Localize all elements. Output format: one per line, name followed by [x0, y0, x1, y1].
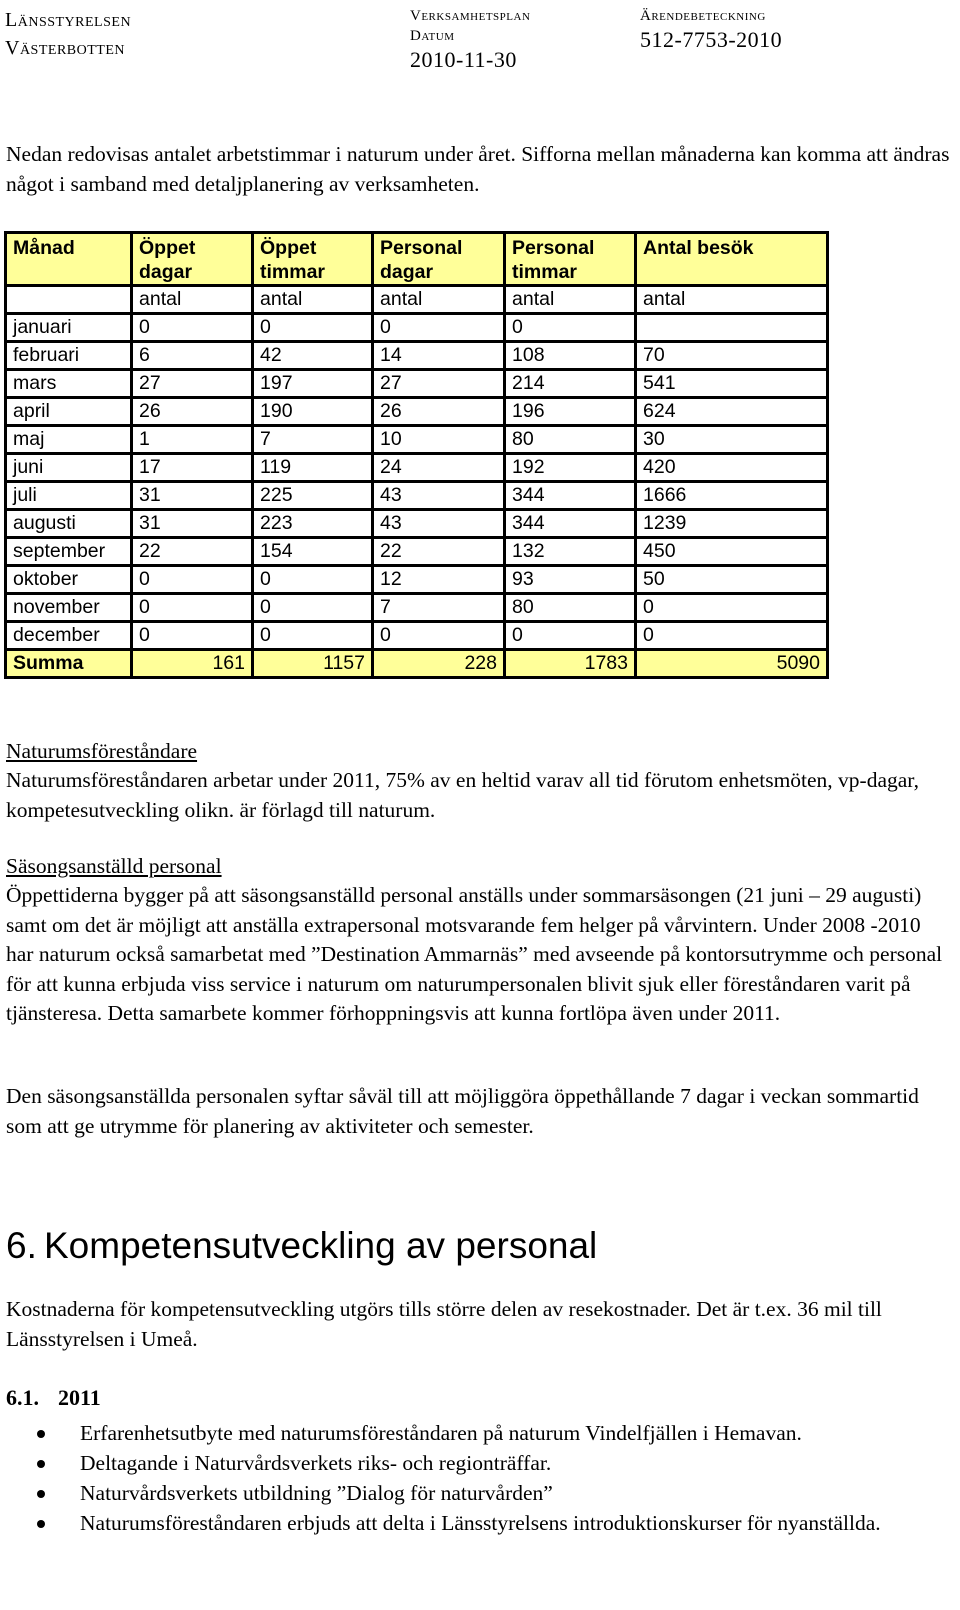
value-cell: 17 — [132, 454, 253, 482]
list-item — [0, 1448, 940, 1478]
ref-label: Ärendebeteckning — [640, 8, 766, 24]
value-cell: 1 — [132, 426, 253, 454]
org-line-2: Västerbotten — [5, 37, 125, 59]
sum-value: 1157 — [253, 650, 373, 678]
month-cell: juli — [6, 482, 132, 510]
subsection-title: 2011 — [58, 1385, 101, 1410]
value-cell: 10 — [373, 426, 505, 454]
value-cell: 0 — [636, 594, 828, 622]
value-cell: 196 — [505, 398, 636, 426]
date-value: 2010-11-30 — [410, 47, 517, 72]
units-row — [6, 286, 828, 314]
value-cell: 0 — [253, 314, 373, 342]
unit-cell: antal — [636, 286, 828, 314]
value-cell: 0 — [505, 622, 636, 650]
value-cell: 197 — [253, 370, 373, 398]
table-row — [6, 566, 828, 594]
month-cell: mars — [6, 370, 132, 398]
intro-paragraph: Nedan redovisas antalet arbetstimmar i naturum under året. Sifforna mellan månaderna kan komma att ändras något i samband med detaljplanering av verksamheten. — [6, 142, 950, 196]
org-line-1: Länsstyrelsen — [5, 9, 132, 31]
value-cell: 1239 — [636, 510, 828, 538]
header-open-hours: Öppet timmar — [253, 233, 373, 286]
value-cell: 132 — [505, 538, 636, 566]
table-row — [6, 594, 828, 622]
value-cell: 214 — [505, 370, 636, 398]
sum-value: 5090 — [636, 650, 828, 678]
plan-label: Verksamhetsplan — [410, 8, 531, 24]
list-item — [0, 1478, 940, 1508]
sum-value: 161 — [132, 650, 253, 678]
value-cell: 31 — [132, 510, 253, 538]
month-cell: maj — [6, 426, 132, 454]
value-cell: 225 — [253, 482, 373, 510]
list-item-text: Naturumsföreståndaren erbjuds att delta i Länsstyrelsens introduktionskurser för nyanställda. — [80, 1511, 881, 1535]
list-item — [0, 1508, 940, 1538]
list-item-text: Naturvårdsverkets utbildning ”Dialog för naturvården” — [80, 1481, 553, 1505]
table-row — [6, 538, 828, 566]
value-cell: 24 — [373, 454, 505, 482]
value-cell: 6 — [132, 342, 253, 370]
unit-cell: antal — [132, 286, 253, 314]
sum-row — [6, 650, 828, 678]
ref-value: 512-7753-2010 — [640, 27, 783, 52]
sum-value: 1783 — [505, 650, 636, 678]
value-cell: 154 — [253, 538, 373, 566]
value-cell: 27 — [373, 370, 505, 398]
unit-cell: antal — [505, 286, 636, 314]
unit-cell: antal — [253, 286, 373, 314]
table-row — [6, 454, 828, 482]
list-item-text: Deltagande i Naturvårdsverkets riks- och regionträffar. — [80, 1451, 552, 1475]
value-cell: 192 — [505, 454, 636, 482]
bullet-list — [0, 1418, 940, 1538]
value-cell: 0 — [253, 622, 373, 650]
sum-label: Summa — [6, 650, 132, 678]
value-cell: 14 — [373, 342, 505, 370]
sum-value: 228 — [373, 650, 505, 678]
list-item — [0, 1418, 940, 1448]
bullet-icon — [37, 1490, 45, 1498]
bullet-icon — [37, 1460, 45, 1468]
value-cell: 0 — [373, 622, 505, 650]
value-cell: 27 — [132, 370, 253, 398]
value-cell: 541 — [636, 370, 828, 398]
value-cell: 344 — [505, 482, 636, 510]
value-cell: 80 — [505, 426, 636, 454]
value-cell: 0 — [253, 566, 373, 594]
value-cell: 26 — [373, 398, 505, 426]
value-cell: 80 — [505, 594, 636, 622]
organization-name — [5, 6, 131, 62]
value-cell: 624 — [636, 398, 828, 426]
month-cell: oktober — [6, 566, 132, 594]
header-staff-hours: Personal timmar — [505, 233, 636, 286]
value-cell: 0 — [132, 314, 253, 342]
seasonal-text: Öppettiderna bygger på att säsongsanställd personal anställs under sommarsäsongen (21 juni – 29 augusti) samt om det är möjligt att anställa extrapersonal motsvarande fem helger på vårvintern. Under 2008 -2010 har naturum också samarbetat med ”Destination Ammarnäs” med avseende på kontorsutrymme och personal för att kunna erbjuda viss service i naturum om naturumpersonalen blivit sjuk eller föreståndaren varit på tjänsteresa. Detta samarbete kommer förhoppningsvis att kunna fortlöpa även under 2011. — [6, 883, 943, 1025]
value-cell: 7 — [373, 594, 505, 622]
subsection-heading — [6, 1384, 101, 1412]
seasonal-heading: Säsongsanställd personal — [6, 854, 222, 878]
value-cell: 344 — [505, 510, 636, 538]
value-cell: 30 — [636, 426, 828, 454]
hours-table — [4, 231, 829, 679]
value-cell: 12 — [373, 566, 505, 594]
subsection-number: 6.1. — [6, 1385, 39, 1410]
list-item-text: Erfarenhetsutbyte med naturumsföreståndaren på naturum Vindelfjällen i Hemavan. — [80, 1421, 802, 1445]
month-cell: januari — [6, 314, 132, 342]
table-row — [6, 398, 828, 426]
value-cell: 93 — [505, 566, 636, 594]
header-visitors: Antal besök — [636, 233, 828, 286]
value-cell: 0 — [132, 594, 253, 622]
table-row — [6, 342, 828, 370]
section-number: 6. — [6, 1225, 37, 1266]
naturum-text: Naturumsföreståndaren arbetar under 2011, 75% av en heltid varav all tid förutom enhetsmöten, vp-dagar, kompetesutveckling olikn. är förlagd till naturum. — [6, 768, 919, 822]
table-row — [6, 314, 828, 342]
date-label: Datum — [410, 28, 455, 44]
unit-cell: antal — [373, 286, 505, 314]
month-cell: september — [6, 538, 132, 566]
value-cell: 119 — [253, 454, 373, 482]
header-open-days: Öppet dagar — [132, 233, 253, 286]
section-title: Kompetensutveckling av personal — [44, 1225, 598, 1266]
table-row — [6, 370, 828, 398]
table-row — [6, 510, 828, 538]
header-staff-days: Personal dagar — [373, 233, 505, 286]
value-cell: 108 — [505, 342, 636, 370]
section-text: Kostnaderna för kompetensutveckling utgörs tills större delen av resekostnader. Det är t.ex. 36 mil till Länsstyrelsen i Umeå. — [6, 1297, 882, 1351]
value-cell: 31 — [132, 482, 253, 510]
unit-cell — [6, 286, 132, 314]
table-row — [6, 622, 828, 650]
value-cell: 0 — [132, 566, 253, 594]
month-cell: november — [6, 594, 132, 622]
table-row — [6, 426, 828, 454]
reference-meta — [640, 6, 782, 54]
value-cell: 0 — [505, 314, 636, 342]
value-cell: 0 — [636, 622, 828, 650]
document-meta — [410, 6, 530, 74]
value-cell: 22 — [132, 538, 253, 566]
value-cell: 26 — [132, 398, 253, 426]
value-cell: 7 — [253, 426, 373, 454]
value-cell: 43 — [373, 510, 505, 538]
value-cell: 43 — [373, 482, 505, 510]
month-cell: april — [6, 398, 132, 426]
month-cell: juni — [6, 454, 132, 482]
value-cell: 420 — [636, 454, 828, 482]
naturum-heading: Naturumsföreståndare — [6, 739, 198, 763]
header-month: Månad — [6, 233, 132, 286]
seasonal-text-2: Den säsongsanställda personalen syftar såväl till att möjliggöra öppethållande 7 dagar i veckan sommartid som att ge utrymme för planering av aktiviteter och semester. — [6, 1084, 919, 1138]
bullet-icon — [37, 1520, 45, 1528]
value-cell: 450 — [636, 538, 828, 566]
value-cell — [636, 314, 828, 342]
table-header-row — [6, 233, 828, 286]
value-cell: 0 — [132, 622, 253, 650]
value-cell: 50 — [636, 566, 828, 594]
month-cell: februari — [6, 342, 132, 370]
value-cell: 223 — [253, 510, 373, 538]
value-cell: 1666 — [636, 482, 828, 510]
value-cell: 0 — [253, 594, 373, 622]
section-heading — [6, 1222, 597, 1270]
month-cell: augusti — [6, 510, 132, 538]
value-cell: 190 — [253, 398, 373, 426]
table-row — [6, 482, 828, 510]
value-cell: 0 — [373, 314, 505, 342]
value-cell: 42 — [253, 342, 373, 370]
bullet-icon — [37, 1430, 45, 1438]
value-cell: 22 — [373, 538, 505, 566]
month-cell: december — [6, 622, 132, 650]
value-cell: 70 — [636, 342, 828, 370]
